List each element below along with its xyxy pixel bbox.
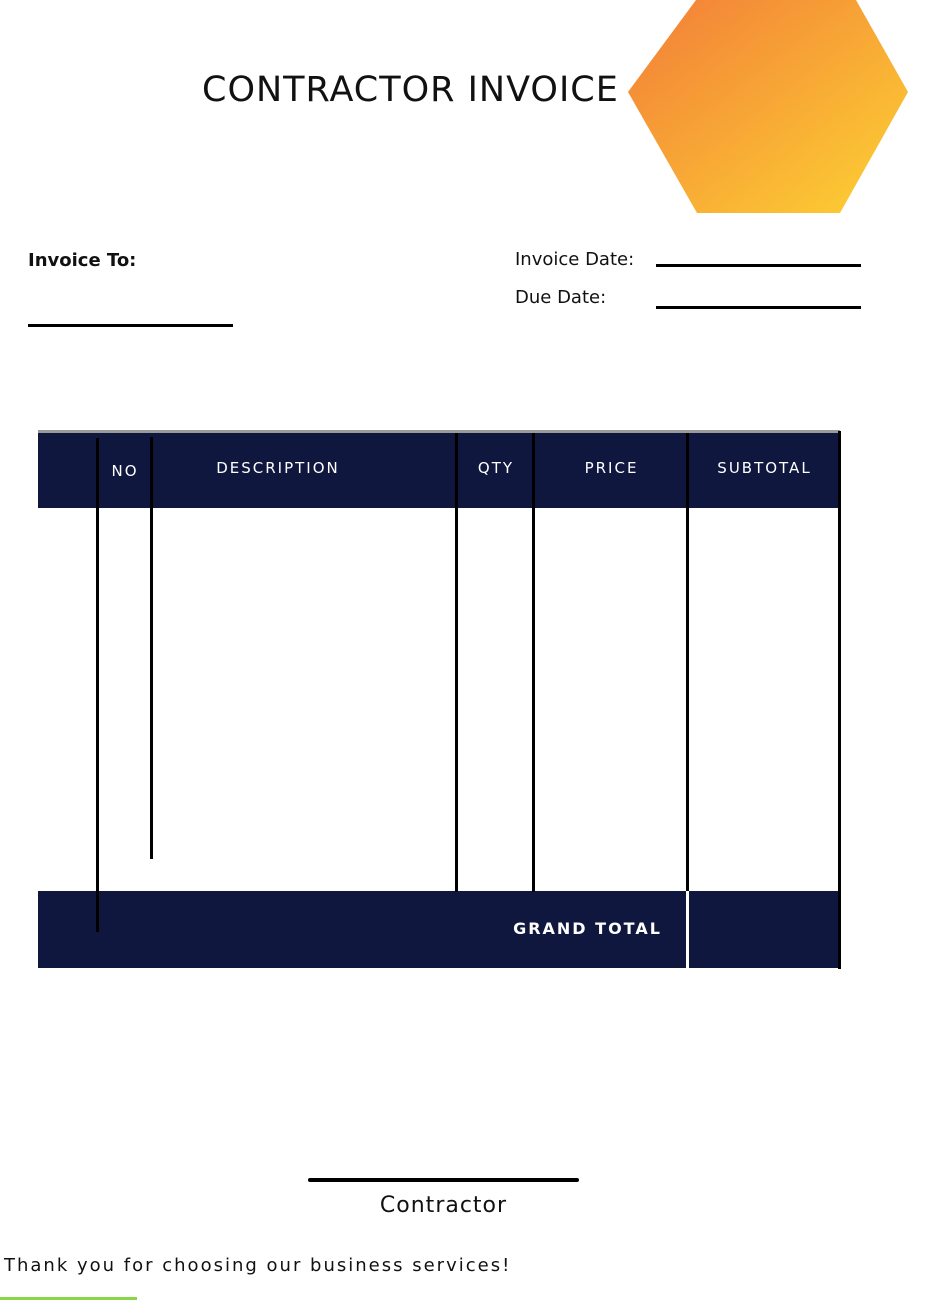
column-header-price: PRICE [584, 459, 639, 477]
document-title: CONTRACTOR INVOICE [202, 70, 619, 110]
table-body[interactable] [38, 508, 840, 891]
column-divider-white [686, 891, 689, 968]
grand-total-label: GRAND TOTAL [513, 919, 662, 938]
grand-total-value[interactable] [689, 893, 838, 968]
due-date-field[interactable] [656, 306, 861, 309]
signature-label: Contractor [379, 1193, 508, 1218]
table-right-border [838, 431, 841, 969]
due-date-label: Due Date: [515, 287, 607, 308]
column-header-description: DESCRIPTION [216, 459, 340, 477]
invoice-to-label: Invoice To: [28, 250, 137, 271]
invoice-date-label: Invoice Date: [515, 249, 635, 270]
column-header-no: NO [111, 462, 139, 480]
invoice-date-field[interactable] [656, 264, 861, 267]
hexagon-decoration [626, 0, 910, 215]
column-divider [686, 433, 689, 892]
column-divider [150, 437, 153, 859]
signature-line[interactable] [308, 1178, 579, 1182]
invoice-to-field[interactable] [28, 324, 233, 327]
column-header-qty: QTY [477, 459, 515, 477]
column-divider [96, 438, 99, 932]
column-header-subtotal: SUBTOTAL [717, 459, 812, 477]
footer-thank-you: Thank you for choosing our business services! [4, 1255, 512, 1276]
column-divider [532, 433, 535, 892]
column-divider [455, 433, 458, 892]
